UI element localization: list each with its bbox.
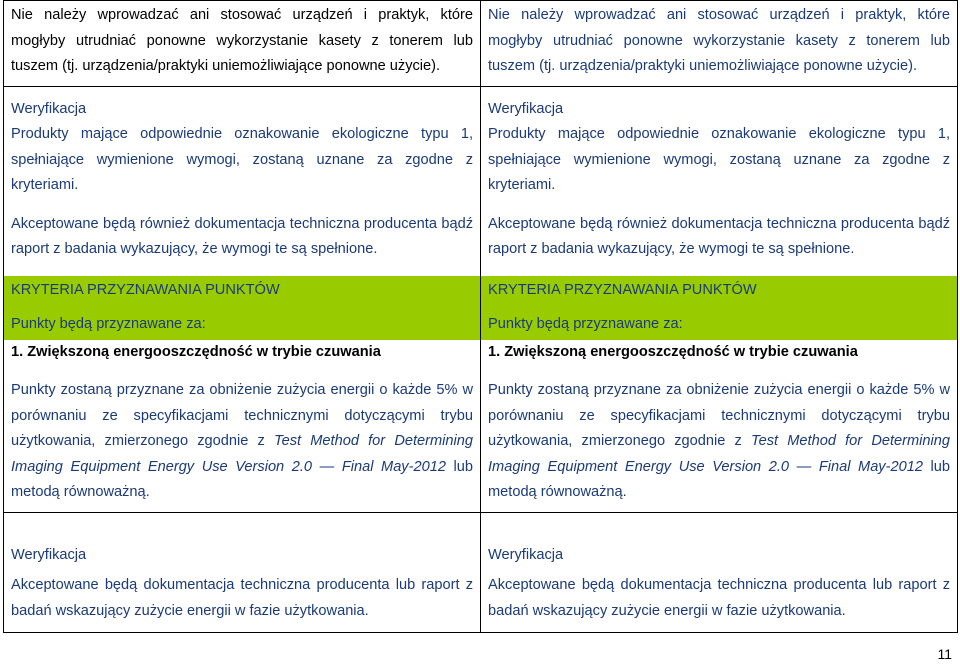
verification-text: Akceptowane będą dokumentacja techniczna producenta lub raport z badań wskazujący zużycie energii w fazie użytkowania. xyxy=(488,577,950,619)
table-row xyxy=(4,86,958,512)
row1-right-text: Nie należy wprowadzać ani stosować urządzeń i praktyk, które mogłyby utrudniać ponowne wykorzystanie kasety z tonerem lub tuszem (tj. urządzenia/praktyki uniemożliwiające ponowne użycie). xyxy=(488,7,950,74)
row3-left-cell xyxy=(4,512,481,633)
verification-heading: Weryfikacja xyxy=(11,546,87,563)
verification-heading: Weryfikacja xyxy=(488,546,564,563)
comparison-table xyxy=(3,0,958,633)
page-number: 11 xyxy=(937,646,952,662)
verification-text: Produkty mające odpowiednie oznakowanie ekologiczne typu 1, spełniające wymienione wymogi, zostaną uznane za zgodne z kryteriami. xyxy=(488,126,950,193)
table-row xyxy=(4,1,958,87)
item1-title: 1. Zwiększoną energooszczędność w trybie czuwania xyxy=(488,343,858,360)
verification-heading: Weryfikacja xyxy=(488,100,564,117)
row3-right-cell xyxy=(481,512,958,633)
row1-left-text: Nie należy wprowadzać ani stosować urządzeń i praktyk, które mogłyby utrudniać ponowne wykorzystanie kasety z tonerem lub tuszem (tj. urządzenia/praktyki uniemożliwiające ponowne użycie). xyxy=(11,7,473,74)
criteria-heading: KRYTERIA PRZYZNAWANIA PUNKTÓW xyxy=(11,281,280,298)
criteria-heading: KRYTERIA PRZYZNAWANIA PUNKTÓW xyxy=(488,281,757,298)
row2-left-cell xyxy=(4,86,481,512)
acceptance-text: Akceptowane będą również dokumentacja techniczna producenta bądź raport z badania wykazujący, że wymogi te są spełnione. xyxy=(11,215,473,257)
verification-text: Akceptowane będą dokumentacja techniczna producenta lub raport z badań wskazujący zużycie energii w fazie użytkowania. xyxy=(11,577,473,619)
verification-heading: Weryfikacja xyxy=(11,100,87,117)
row2-right-cell xyxy=(481,86,958,512)
table-row xyxy=(4,512,958,633)
points-intro: Punkty będą przyznawane za: xyxy=(11,316,206,332)
points-intro: Punkty będą przyznawane za: xyxy=(488,316,683,332)
row1-left-cell xyxy=(4,1,481,87)
item1-text: Punkty zostaną przyznane za obniżenie zużycia energii o każde 5% w porównaniu ze specyfikacjami technicznymi dotyczącymi trybu użytkowania, zmierzonego zgodnie z Test Method for Determining Imaging Equipment Energy Use Version 2.0 — Final May-2012 lub metodą równoważną. xyxy=(488,382,951,500)
item1-text: Punkty zostaną przyznane za obniżenie zużycia energii o każde 5% w porównaniu ze specyfikacjami technicznymi dotyczącymi trybu użytkowania, zmierzonego zgodnie z Test Method for Determining Imaging Equipment Energy Use Version 2.0 — Final May-2012 lub metodą równoważną. xyxy=(11,382,474,500)
row1-right-cell xyxy=(481,1,958,87)
criteria-band xyxy=(481,276,957,340)
verification-text: Produkty mające odpowiednie oznakowanie ekologiczne typu 1, spełniające wymienione wymogi, zostaną uznane za zgodne z kryteriami. xyxy=(11,126,473,193)
acceptance-text: Akceptowane będą również dokumentacja techniczna producenta bądź raport z badania wykazujący, że wymogi te są spełnione. xyxy=(488,215,950,257)
item1-title: 1. Zwiększoną energooszczędność w trybie czuwania xyxy=(11,343,381,360)
criteria-band xyxy=(4,276,480,340)
